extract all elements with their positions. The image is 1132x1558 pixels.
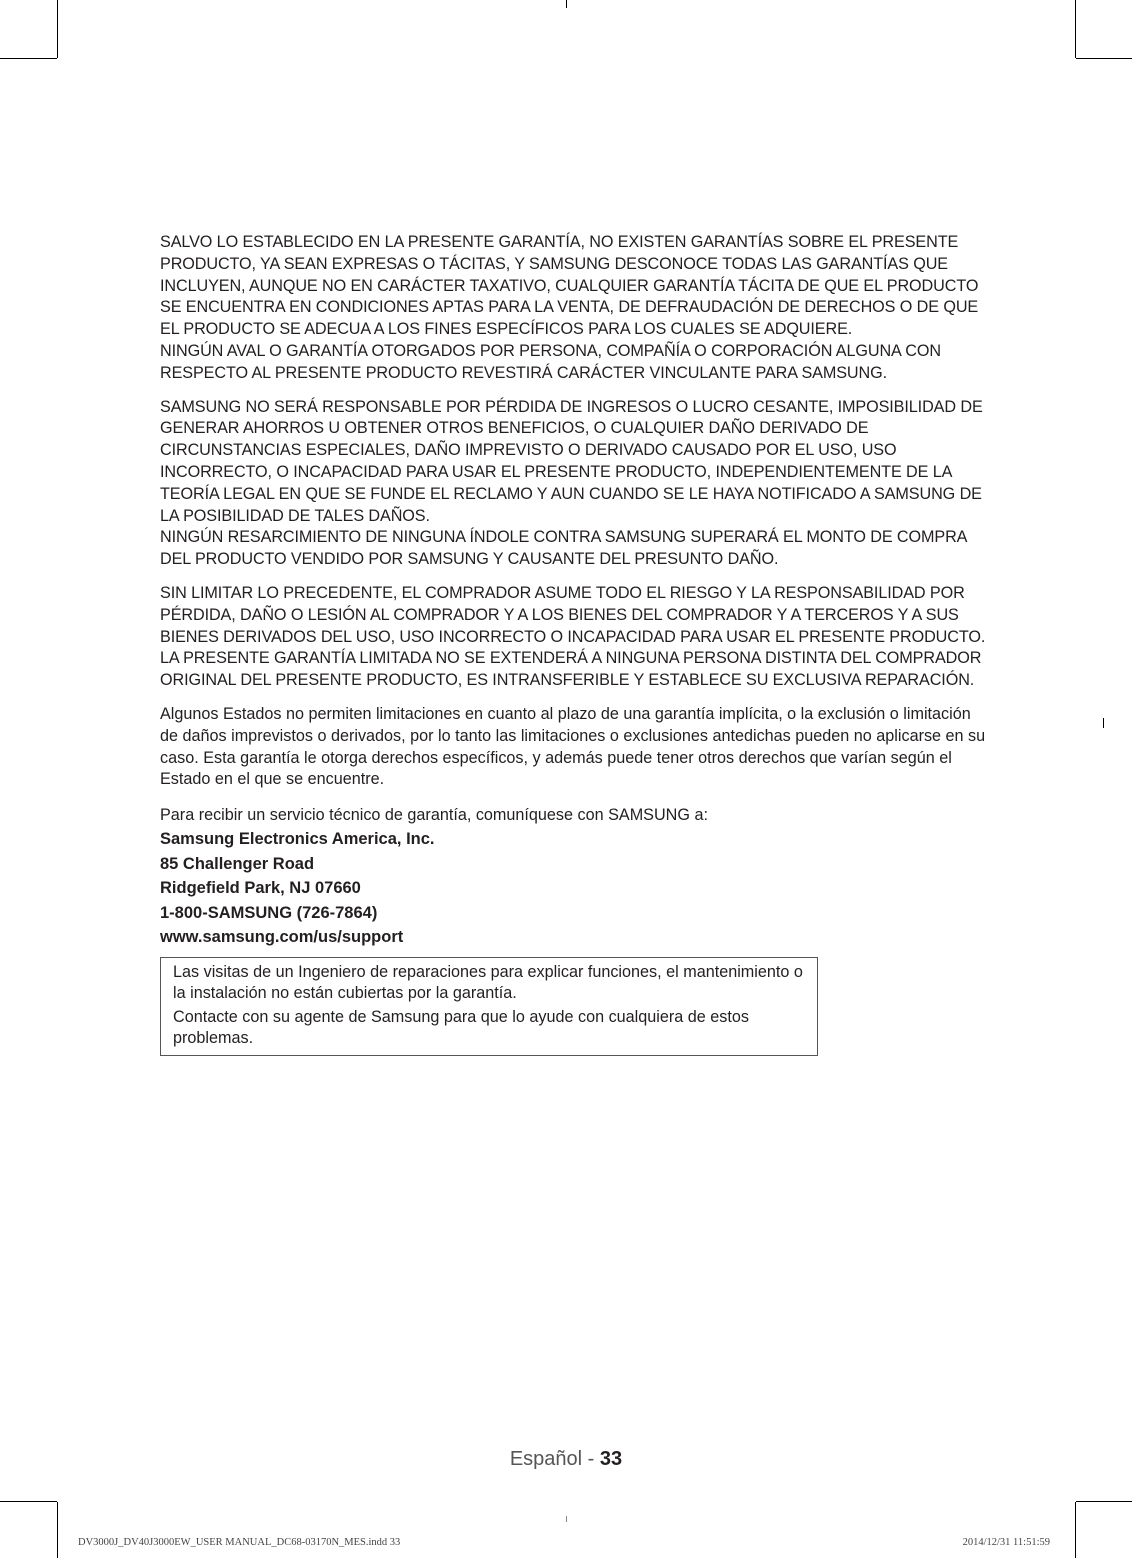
crop-mark [0, 58, 57, 59]
company-name: Samsung Electronics America, Inc. [160, 830, 435, 849]
warranty-content [160, 232, 990, 1056]
note-line: Las visitas de un Ingeniero de reparaciones para explicar funciones, el mantenimiento o la instalación no están cubiertas por la garantía. [173, 962, 803, 1003]
crop-mark [566, 0, 567, 8]
transfer-paragraph: LA PRESENTE GARANTÍA LIMITADA NO SE EXTENDERÁ A NINGUNA PERSONA DISTINTA DEL COMPRADOR ORIGINAL DEL PRESENTE PRODUCTO, ES INTRANSFERIBLE Y ESTABLECE SU EXCLUSIVA REPARACIÓN. [160, 649, 982, 690]
street-address: 85 Challenger Road [160, 854, 315, 873]
crop-mark [0, 1501, 57, 1502]
note-box [160, 957, 818, 1056]
print-slug-timestamp: 2014/12/31 11:51:59 [962, 1537, 1050, 1548]
compensation-paragraph: NINGÚN RESARCIMIENTO DE NINGUNA ÍNDOLE CONTRA SAMSUNG SUPERARÁ EL MONTO DE COMPRA DEL PRODUCTO VENDIDO POR SAMSUNG Y CAUSANTE DEL PRESUNTO DAÑO. [160, 528, 967, 569]
contact-intro: Para recibir un servicio técnico de garantía, comuníquese con SAMSUNG a: [160, 806, 708, 825]
crop-mark [1076, 58, 1132, 59]
state-law-paragraph: Algunos Estados no permiten limitaciones en cuanto al plazo de una garantía implícita, o la exclusión o limitación de daños imprevistos o derivados, por lo tanto las limitaciones o exclusiones antedichas pueden no aplicarse en su caso. Esta garantía le otorga derechos específicos, y además puede tener otros derechos que varían según el Estado en el que se encuentre. [160, 704, 986, 789]
crop-mark [1075, 1502, 1076, 1558]
page-number: 33 [599, 1448, 623, 1470]
page-footer [0, 1448, 1132, 1471]
support-website: www.samsung.com/us/support [160, 928, 404, 947]
endorsement-paragraph: NINGÚN AVAL O GARANTÍA OTORGADOS POR PERSONA, COMPAÑÍA O CORPORACIÓN ALGUNA CON RESPECTO AL PRESENTE PRODUCTO REVESTIRÁ CARÁCTER VINCULANTE PARA SAMSUNG. [160, 341, 941, 382]
print-slug-file: DV3000J_DV40J3000EW_USER MANUAL_DC68-03170N_MES.indd 33 [78, 1537, 401, 1548]
crop-mark [566, 1516, 567, 1522]
footer-language: Español - [509, 1448, 600, 1470]
note-line: Contacte con su agente de Samsung para que lo ayude con cualquiera de estos problemas. [173, 1007, 749, 1048]
liability-paragraph: SAMSUNG NO SERÁ RESPONSABLE POR PÉRDIDA DE INGRESOS O LUCRO CESANTE, IMPOSIBILIDAD DE GENERAR AHORROS U OBTENER OTROS BENEFICIOS, O CUALQUIER DAÑO DERIVADO DE CIRCUNSTANCIAS ESPECIALES, DAÑO IMPREVISTO O DERIVADO CAUSADO POR EL USO, USO INCORRECTO, O INCAPACIDAD PARA USAR EL PRESENTE PRODUCTO, INDEPENDIENTEMENTE DE LA TEORÍA LEGAL EN QUE SE FUNDE EL RECLAMO Y AUN CUANDO SE LE HAYA NOTIFICADO A SAMSUNG DE LA POSIBILIDAD DE TALES DAÑOS. [160, 397, 983, 525]
phone-number: 1-800-SAMSUNG (726-7864) [160, 903, 378, 922]
crop-mark [1075, 0, 1076, 58]
city-address: Ridgefield Park, NJ 07660 [160, 879, 361, 898]
crop-mark [1076, 1501, 1132, 1502]
crop-mark [1103, 718, 1104, 728]
disclaimer-paragraph: SALVO LO ESTABLECIDO EN LA PRESENTE GARANTÍA, NO EXISTEN GARANTÍAS SOBRE EL PRESENTE PRODUCTO, YA SEAN EXPRESAS O TÁCITAS, Y SAMSUNG DESCONOCE TODAS LAS GARANTÍAS QUE INCLUYEN, AUNQUE NO EN CARÁCTER TAXATIVO, CUALQUIER GARANTÍA TÁCITA DE QUE EL PRODUCTO SE ENCUENTRA EN CONDICIONES APTAS PARA LA VENTA, DE DEFRAUDACIÓN DE DERECHOS O DE QUE EL PRODUCTO SE ADECUA A LOS FINES ESPECÍFICOS PARA LOS CUALES SE ADQUIERE. [160, 233, 979, 339]
crop-mark [57, 0, 58, 58]
crop-mark [57, 1502, 58, 1558]
risk-paragraph: SIN LIMITAR LO PRECEDENTE, EL COMPRADOR ASUME TODO EL RIESGO Y LA RESPONSABILIDAD POR PÉRDIDA, DAÑO O LESIÓN AL COMPRADOR Y A LOS BIENES DEL COMPRADOR Y A TERCEROS Y A SUS BIENES DERIVADOS DEL USO, USO INCORRECTO O INCAPACIDAD PARA USAR EL PRESENTE PRODUCTO. [160, 583, 986, 646]
